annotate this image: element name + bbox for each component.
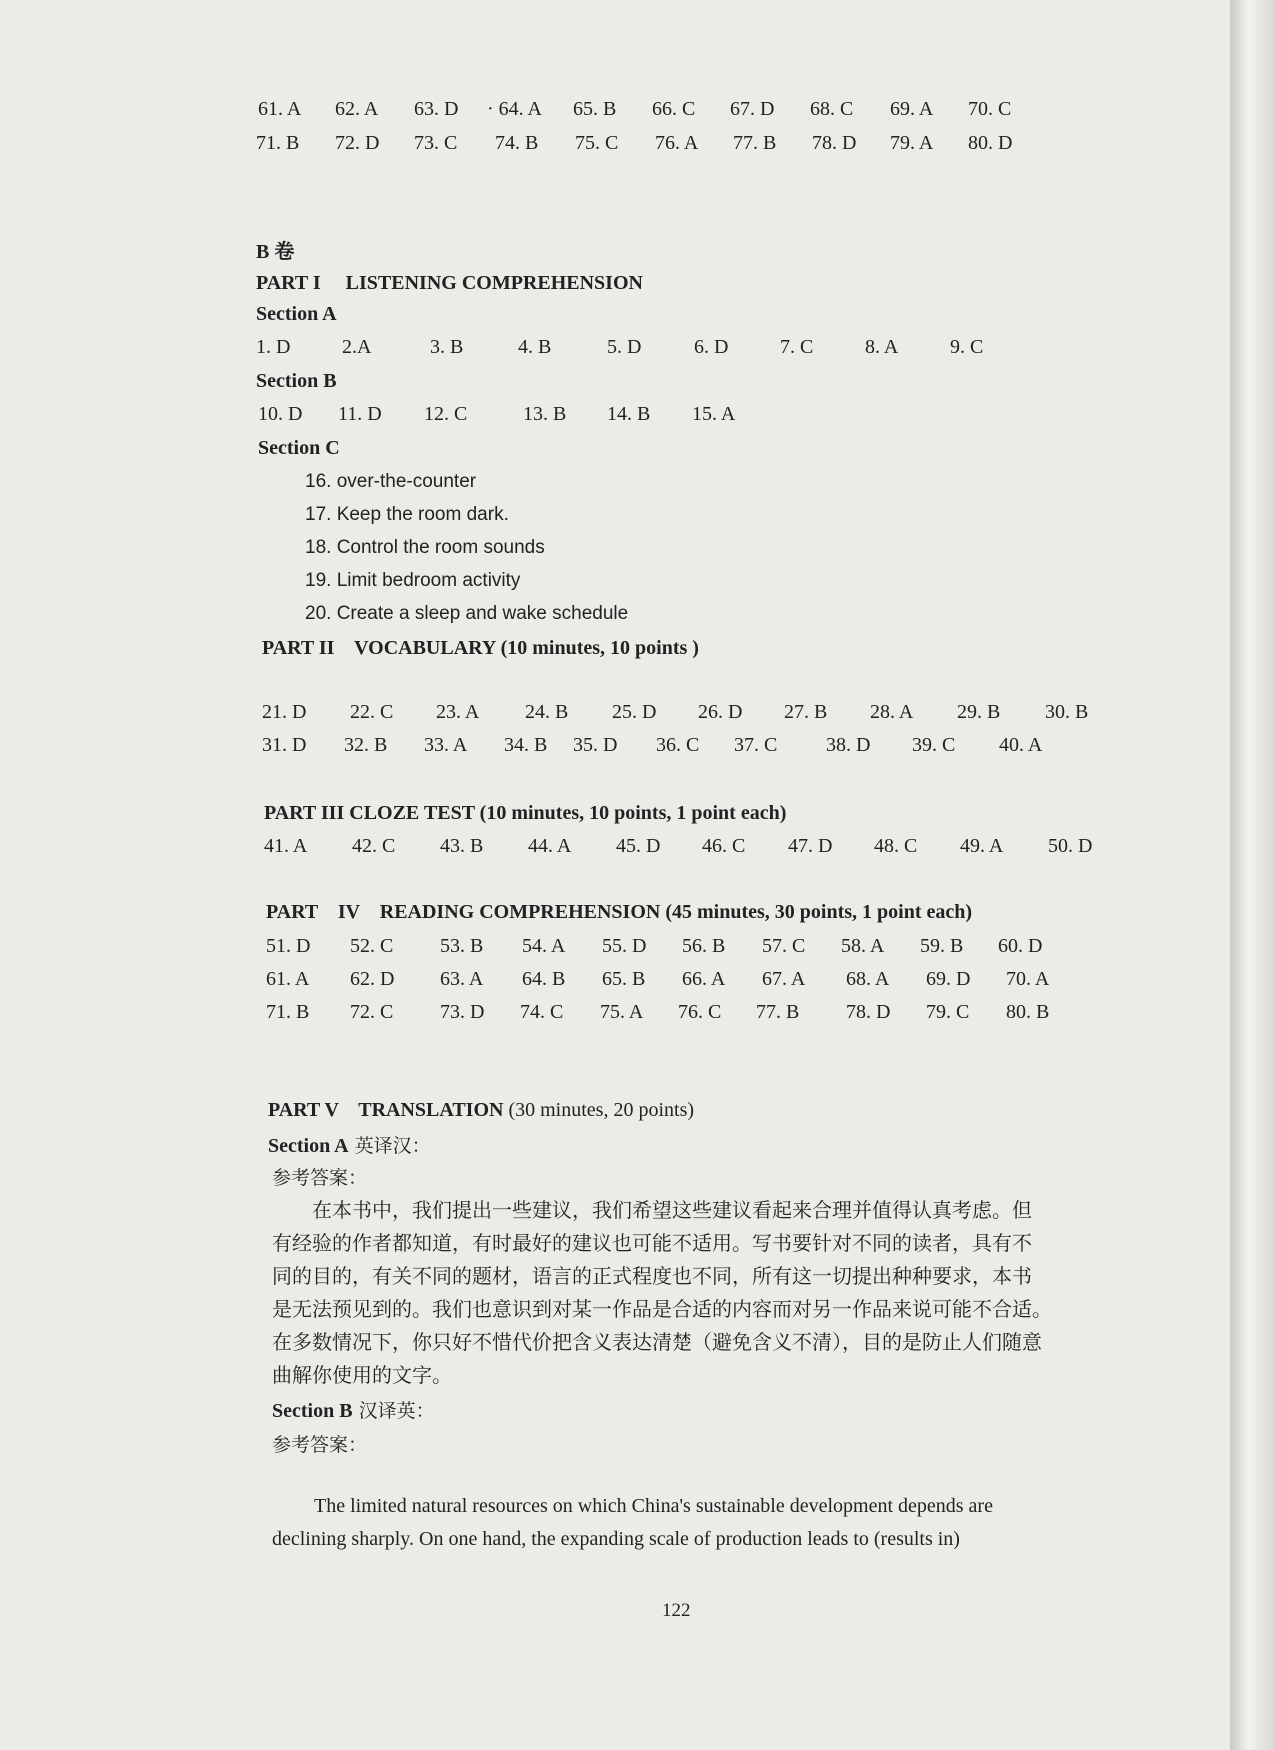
answer: 31. D [262,734,307,756]
english-line: declining sharply. On one hand, the expanding scale of production leads to (results in) [272,1528,960,1550]
answer: 68. C [810,98,854,120]
chinese-line: 有经验的作者都知道，有时最好的建议也可能不适用。写书要针对不同的读者，具有不 [272,1231,1032,1255]
answer: 65. B [573,98,617,120]
answer: 42. C [352,835,396,857]
part4-answer-row-1 [0,935,1230,965]
chinese-translation [272,1194,1107,1392]
section-c-item: 19. Limit bedroom activity [305,570,521,591]
answer: 55. D [602,935,647,957]
answer: 47. D [788,835,833,857]
answer: 80. D [968,132,1013,154]
section-c-item: 18. Control the room sounds [305,537,545,558]
answer: 78. D [846,1001,891,1023]
answer: 66. C [652,98,696,120]
answer: 12. C [424,403,468,425]
top-answer-row-1 [0,98,1230,128]
answer: 3. B [430,336,464,358]
part2-answer-row-2 [0,734,1230,764]
answer: 50. D [1048,835,1093,857]
answer: 26. D [698,701,743,723]
part1-section-a-answers [0,336,1230,366]
answer: 73. C [414,132,458,154]
answer: 48. C [874,835,918,857]
chinese-line: 在本书中，我们提出一些建议，我们希望这些建议看起来合理并值得认真考虑。但 [272,1198,1032,1222]
answer: 23. A [436,701,480,723]
answer: 38. D [826,734,871,756]
answer: 7. C [780,336,814,358]
answer: 77. B [733,132,777,154]
answer: 69. D [926,968,971,990]
answer: 46. C [702,835,746,857]
answer: 14. B [607,403,651,425]
answer: 29. B [957,701,1001,723]
answer: 65. B [602,968,646,990]
page-number: 122 [662,1600,691,1621]
section-c-item: 20. Create a sleep and wake schedule [305,603,629,624]
answer: 24. B [525,701,569,723]
answer: 41. A [264,835,308,857]
reference-answer-label: 参考答案： [272,1167,368,1189]
answer: 61. A [258,98,302,120]
answer: 8. A [865,336,899,358]
part5-section-b-title [272,1396,435,1423]
answer: 66. A [682,968,726,990]
answer: 62. A [335,98,379,120]
answer: 32. B [344,734,388,756]
reference-answer-label: 参考答案： [272,1434,368,1456]
answer: 13. B [523,403,567,425]
answer: 1. D [256,336,291,358]
answer: 27. B [784,701,828,723]
answer: 72. C [350,1001,394,1023]
chinese-line: 是无法预见到的。我们也意识到对某一作品是合适的内容而对另一作品来说可能不合适。 [272,1297,1052,1321]
answer: 5. D [607,336,642,358]
chinese-line: 同的目的，有关不同的题材，语言的正式程度也不同，所有这一切提出种种要求，本书 [272,1264,1032,1288]
part1-section-b-answers [0,403,1230,433]
answer: 11. D [338,403,382,425]
section-b-label: Section B [272,1400,353,1422]
part2-answer-row-1 [0,701,1230,731]
answer: 22. C [350,701,394,723]
answer: 28. A [870,701,914,723]
answer: 37. C [734,734,778,756]
book-gutter [1230,0,1275,1750]
answer: 21. D [262,701,307,723]
top-answer-row-2 [0,132,1230,162]
answer: 51. D [266,935,311,957]
answer: 54. A [522,935,566,957]
section-a-label: Section A [268,1135,349,1157]
answer: 52. C [350,935,394,957]
answer: 33. A [424,734,468,756]
answer: 15. A [692,403,736,425]
part1-section-c-title: Section C [258,437,340,459]
answer: 76. C [678,1001,722,1023]
answer: 63. D [414,98,459,120]
answer: 49. A [960,835,1004,857]
part1-title: PART I LISTENING COMPREHENSION [256,272,643,294]
chinese-line: 在多数情况下，你只好不惜代价把含义表达清楚（避免含义不清），目的是防止人们随意 [272,1330,1042,1354]
answer: 75. C [575,132,619,154]
answer: 53. B [440,935,484,957]
answer: 43. B [440,835,484,857]
answer: 74. C [520,1001,564,1023]
answer: 71. B [266,1001,310,1023]
part3-title: PART III CLOZE TEST (10 minutes, 10 points, 1 point each) [264,802,787,824]
english-translation [272,1490,1107,1556]
answer: 67. D [730,98,775,120]
part3-answer-row-1 [0,835,1230,865]
paper-b-heading: B 卷 [256,241,295,263]
answer: 10. D [258,403,303,425]
answer: 36. C [656,734,700,756]
answer: 79. A [890,132,934,154]
part5-section-a-title [268,1131,431,1158]
answer: 70. A [1006,968,1050,990]
answer: 71. B [256,132,300,154]
answer: 61. A [266,968,310,990]
part5-title-detail: (30 minutes, 20 points) [503,1099,695,1121]
answer: 59. B [920,935,964,957]
answer: 60. D [998,935,1043,957]
answer: 79. C [926,1001,970,1023]
part1-section-a-title: Section A [256,303,337,325]
section-c-item: 16. over-the-counter [305,471,477,492]
answer: 56. B [682,935,726,957]
part4-answer-row-3 [0,1001,1230,1031]
answer: 68. A [846,968,890,990]
answer: 69. A [890,98,934,120]
part4-answer-row-2 [0,968,1230,998]
answer: 58. A [841,935,885,957]
answer: 34. B [504,734,548,756]
section-c-item: 17. Keep the room dark. [305,504,509,525]
answer: 67. A [762,968,806,990]
part2-title: PART II VOCABULARY (10 minutes, 10 points ) [262,637,699,659]
answer: 25. D [612,701,657,723]
part1-section-b-title: Section B [256,370,337,392]
answer: 75. A [600,1001,644,1023]
english-line: The limited natural resources on which China's sustainable development depends are [314,1495,993,1517]
answer: 72. D [335,132,380,154]
part5-title [268,1099,694,1122]
answer: 30. B [1045,701,1089,723]
answer: 44. A [528,835,572,857]
answer: 9. C [950,336,984,358]
answer: 70. C [968,98,1012,120]
answer: 2.A [342,336,372,358]
answer: 35. D [573,734,618,756]
answer: 4. B [518,336,552,358]
chinese-line: 曲解你使用的文字。 [272,1363,452,1387]
part5-title-main: PART V TRANSLATION [268,1099,504,1121]
answer: 45. D [616,835,661,857]
answer: 63. A [440,968,484,990]
answer: 76. A [655,132,699,154]
answer: 39. C [912,734,956,756]
answer: 40. A [999,734,1043,756]
answer: 80. B [1006,1001,1050,1023]
answer: · 64. A [487,98,542,120]
answer: 78. D [812,132,857,154]
section-b-direction: 汉译英： [352,1400,435,1422]
part4-title: PART IV READING COMPREHENSION (45 minutes, 30 points, 1 point each) [266,901,973,923]
answer: 74. B [495,132,539,154]
answer: 77. B [756,1001,800,1023]
answer: 64. B [522,968,566,990]
section-a-direction: 英译汉： [348,1135,431,1157]
answer: 57. C [762,935,806,957]
answer: 62. D [350,968,395,990]
answer: 6. D [694,336,729,358]
answer: 73. D [440,1001,485,1023]
